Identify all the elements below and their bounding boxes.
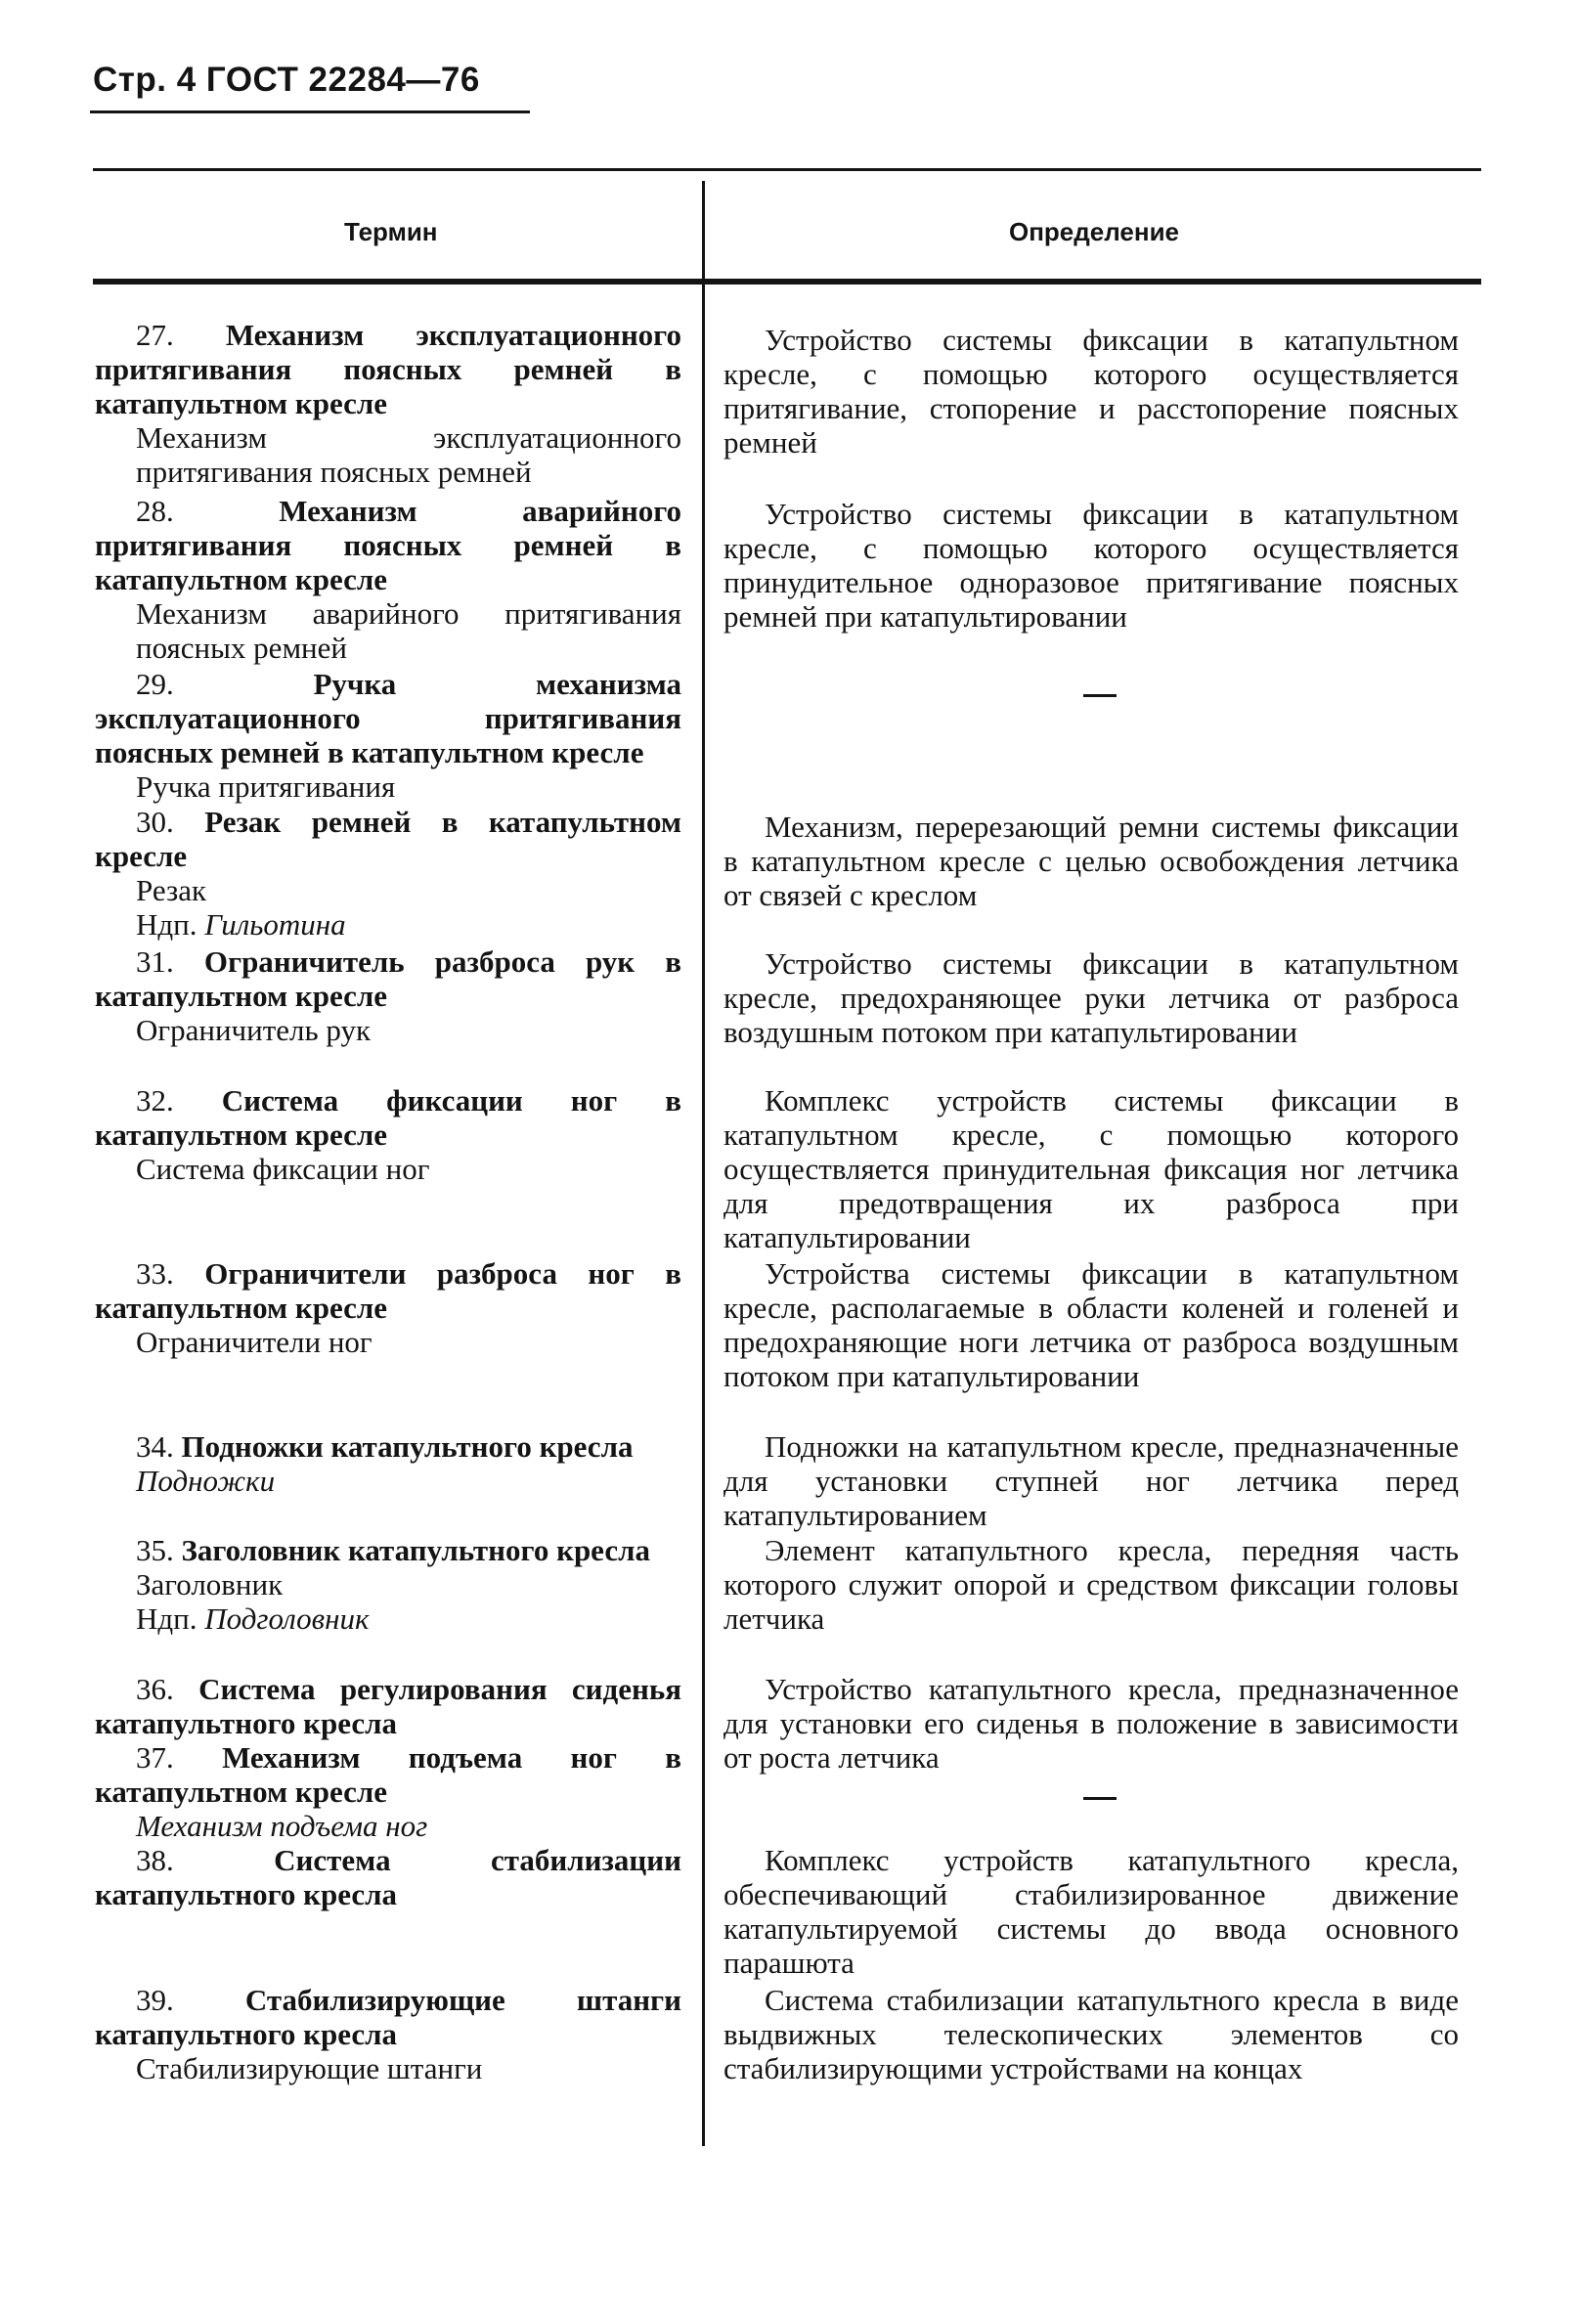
definition-39: Система стабилизации катапультного кресла в виде выдвижных телескопических элементов со стабилизирующими устройствами на концах [723,1983,1459,2085]
definition-30: Механизм, перерезающий ремни системы фиксации в катапультном кресле с целью освобождения летчика от связей с креслом [723,810,1459,912]
term-synonym: Заголовник [136,1567,284,1601]
term-entry-35: 35. Заголовник катапультного кресла Заголовник Ндп. Подголовник [95,1533,681,1636]
definition-27: Устройство системы фиксации в катапультном кресле, с помощью которого осуществляется притягивание, стопорение и расстопорение поясных ремней [723,323,1459,460]
term-title: Стабилизирующие штанги катапультного кресла [95,1983,681,2051]
term-synonym: Ограничители ног [136,1325,373,1359]
ndp-label: Ндп. [136,907,197,942]
definition-36: Устройство катапультного кресла, предназначенное для установки его сиденья в положение в зависимости от роста летчика [723,1672,1459,1775]
term-title: Ручка механизма эксплуатационного притягивания поясных ремней в катапультном кресле [95,667,681,769]
definition-38: Комплекс устройств катапультного кресла, обеспечивающий стабилизированное движение катапультируемой системы до ввода основного парашюта [723,1843,1459,1980]
ndp-term: Гильотина [204,907,346,942]
term-title: Система фиксации ног в катапультном кресле [95,1083,681,1152]
term-title: Подножки катапультного кресла [181,1429,634,1464]
term-entry-27: 27. Механизм эксплуатационного притягивания поясных ремней в катапультном кресле Механизм эксплуатационного притягивания поясных ремней [95,318,681,489]
term-synonym: Механизм подъема ног [136,1809,428,1843]
definition-29-dash [1083,694,1117,697]
ndp-label: Ндп. [136,1601,197,1636]
definition-32: Комплекс устройств системы фиксации в катапультном кресле, с помощью которого осуществляется принудительная фиксация ног летчика для предотвращения их разброса при катапультировании [723,1083,1459,1254]
definition-28: Устройство системы фиксации в катапультном кресле, с помощью которого осуществляется принудительное одноразовое притягивание поясных ремней при катапультировании [723,497,1459,634]
column-header-term: Термин [344,217,438,246]
term-title: Система регулирования сиденья катапультного кресла [95,1672,682,1740]
term-entry-34: 34. Подножки катапультного кресла Подножки [95,1429,681,1498]
term-title: Ограничители разброса ног в катапультном кресле [95,1256,681,1325]
definition-35: Элемент катапультного кресла, передняя часть которого служит опорой и средством фиксации головы летчика [723,1533,1459,1636]
term-entry-39: 39. Стабилизирующие штанги катапультного кресла Стабилизирующие штанги [95,1983,681,2085]
term-entry-31: 31. Ограничитель разброса рук в катапультном кресле Ограничитель рук [95,944,682,1047]
term-title: Резак ремней в катапультном кресле [95,805,682,873]
term-entry-29: 29. Ручка механизма эксплуатационного притягивания поясных ремней в катапультном кресле Ручка притягивания [95,667,681,804]
definition-31: Устройство системы фиксации в катапультном кресле, предохраняющее руки летчика от разброса воздушным потоком при катапультировании [723,946,1459,1049]
term-entry-36: 36. Система регулирования сиденья катапультного кресла [95,1672,682,1740]
term-title: Механизм эксплуатационного притягивания поясных ремней в катапультном кресле [95,318,681,420]
term-title: Механизм подъема ног в катапультном кресле [95,1740,681,1809]
term-synonym: Ограничитель рук [136,1013,372,1047]
term-title: Заголовник катапультного кресла [181,1533,650,1567]
term-entry-32: 32. Система фиксации ног в катапультном кресле Система фиксации ног [95,1083,681,1186]
column-divider [702,181,705,2146]
definition-37-dash [1083,1797,1117,1800]
header-rule [90,110,530,113]
table-top-rule [93,168,1481,171]
term-entry-30: 30. Резак ремней в катапультном кресле Резак Ндп. Гильотина [95,805,682,942]
term-title: Ограничитель разброса рук в катапультном кресле [95,944,682,1013]
term-entry-37: 37. Механизм подъема ног в катапультном кресле Механизм подъема ног [95,1740,681,1843]
term-title: Механизм аварийного притягивания поясных ремней в катапультном кресле [95,494,681,596]
term-synonym: Механизм аварийного притягивания поясных ремней [136,596,681,665]
term-title: Система стабилизации катапультного кресла [95,1843,682,1911]
page-header: Стр. 4 ГОСТ 22284—76 [93,61,480,99]
term-synonym: Стабилизирующие штанги [136,2051,483,2085]
definition-34: Подножки на катапультном кресле, предназначенные для установки ступней ног летчика перед катапультированием [723,1429,1459,1532]
term-synonym: Механизм эксплуатационного притягивания поясных ремней [136,420,681,489]
column-header-definition: Определение [1009,217,1180,246]
term-entry-28: 28. Механизм аварийного притягивания поясных ремней в катапультном кресле Механизм аварийного притягивания поясных ремней [95,494,681,665]
definition-33: Устройства системы фиксации в катапультном кресле, располагаемые в области коленей и голеней и предохраняющие ноги летчика от разброса воздушным потоком при катапультировании [723,1256,1459,1393]
ndp-term: Подголовник [204,1601,370,1636]
term-entry-38: 38. Система стабилизации катапультного кресла [95,1843,682,1911]
table-header-rule [93,279,1481,285]
term-synonym: Ручка притягивания [136,769,396,804]
term-synonym: Система фиксации ног [136,1152,430,1186]
term-entry-33: 33. Ограничители разброса ног в катапультном кресле Ограничители ног [95,1256,681,1359]
term-synonym: Резак [136,873,207,907]
term-synonym: Подножки [136,1464,276,1498]
